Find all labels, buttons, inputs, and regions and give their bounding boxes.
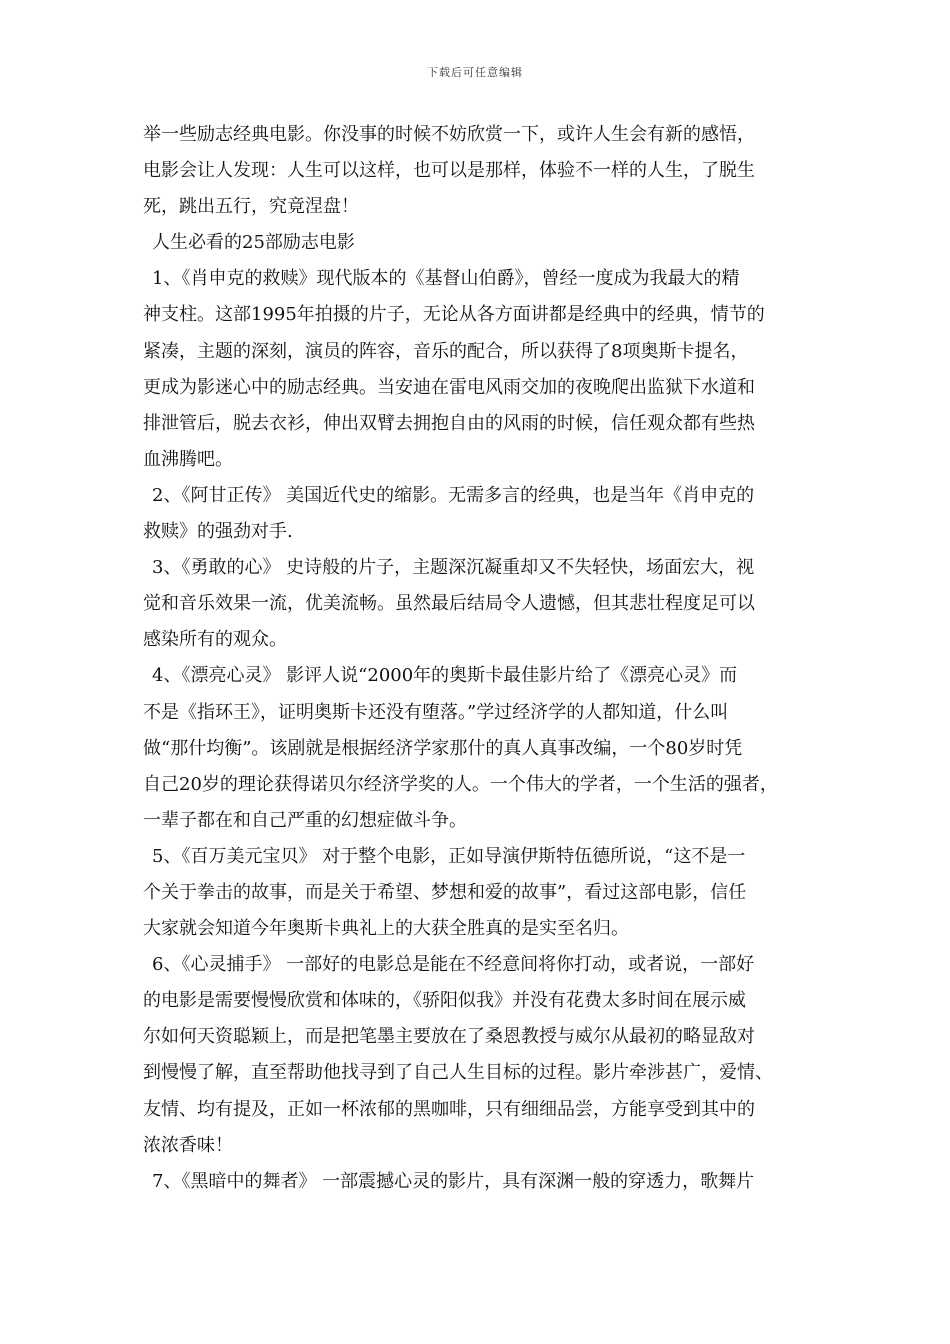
text-line: 浓浓香味！ [143, 1134, 233, 1156]
text-line: 举一些励志经典电影。你没事的时候不妨欣赏一下，或许人生会有新的感悟， [143, 124, 755, 145]
text-line: 1、《肖申克的救赎》现代版本的《基督山伯爵》，曾经一度成为我最大的精 [152, 268, 740, 290]
text-line: 排泄管后，脱去衣衫，伸出双臂去拥抱自由的风雨的时候，信任观众都有些热 [143, 412, 755, 434]
text-line: 4、《漂亮心灵》 影评人说“2000年的奥斯卡最佳影片给了《漂亮心灵》而 [152, 665, 738, 687]
text-line: 一辈子都在和自己严重的幻想症做斗争。 [143, 809, 467, 831]
text-line: 神支柱。这部1995年拍摄的片子，无论从各方面讲都是经典中的经典，情节的 [143, 304, 765, 326]
text-line: 3、《勇敢的心》 史诗般的片子，主题深沉凝重却又不失轻快，场面宏大，视 [152, 557, 755, 579]
text-line: 紧凑，主题的深刻，演员的阵容，音乐的配合，所以获得了8项奥斯卡提名， [143, 340, 749, 362]
text-line: 5、《百万美元宝贝》 对于整个电影，正如导演伊斯特伍德所说，“这不是一 [152, 845, 746, 867]
document-body [143, 117, 810, 1200]
text-line: 感染所有的观众。 [143, 629, 287, 651]
text-line: 死，跳出五行，究竟涅盘！ [143, 196, 359, 218]
text-line: 人生必看的25部励志电影 [152, 232, 355, 254]
text-line: 电影会让人发现：人生可以这样，也可以是那样，体验不一样的人生，了脱生 [143, 160, 755, 182]
text-line: 不是《指环王》，证明奥斯卡还没有堕落。”学过经济学的人都知道，什么叫 [143, 701, 729, 723]
text-line: 到慢慢了解，直至帮助他找寻到了自己人生目标的过程。影片牵涉甚广，爱情、 [143, 1062, 773, 1084]
text-line: 做“那什均衡”。该剧就是根据经济学家那什的真人真事改编，一个80岁时凭 [143, 737, 743, 759]
text-line: 救赎》的强劲对手. [143, 521, 293, 543]
text-line: 6、《心灵捕手》 一部好的电影总是能在不经意间将你打动，或者说，一部好 [152, 954, 755, 976]
text-line: 的电影是需要慢慢欣赏和体味的，《骄阳似我》并没有花费太多时间在展示威 [143, 990, 746, 1012]
text-line: 自己20岁的理论获得诺贝尔经济学奖的人。一个伟大的学者，一个生活的强者， [143, 773, 778, 795]
text-line: 觉和音乐效果一流，优美流畅。虽然最后结局令人遗憾，但其悲壮程度足可以 [143, 593, 755, 615]
text-line: 大家就会知道今年奥斯卡典礼上的大获全胜真的是实至名归。 [143, 918, 629, 940]
text-line: 友情、均有提及，正如一杯浓郁的黑咖啡，只有细细品尝，方能享受到其中的 [143, 1098, 755, 1120]
text-line: 个关于拳击的故事，而是关于希望、梦想和爱的故事”，看过这部电影，信任 [143, 881, 747, 903]
text-line: 尔如何天资聪颖上，而是把笔墨主要放在了桑恩教授与威尔从最初的略显敌对 [143, 1026, 755, 1048]
page-header: 下载后可任意编辑 [427, 66, 523, 79]
text-line: 更成为影迷心中的励志经典。当安迪在雷电风雨交加的夜晚爬出监狱下水道和 [143, 376, 755, 398]
text-line: 7、《黑暗中的舞者》 一部震撼心灵的影片，具有深渊一般的穿透力，歌舞片 [152, 1170, 755, 1192]
text-line: 血沸腾吧。 [143, 448, 233, 470]
text-line: 2、《阿甘正传》 美国近代史的缩影。无需多言的经典，也是当年《肖申克的 [152, 484, 755, 506]
